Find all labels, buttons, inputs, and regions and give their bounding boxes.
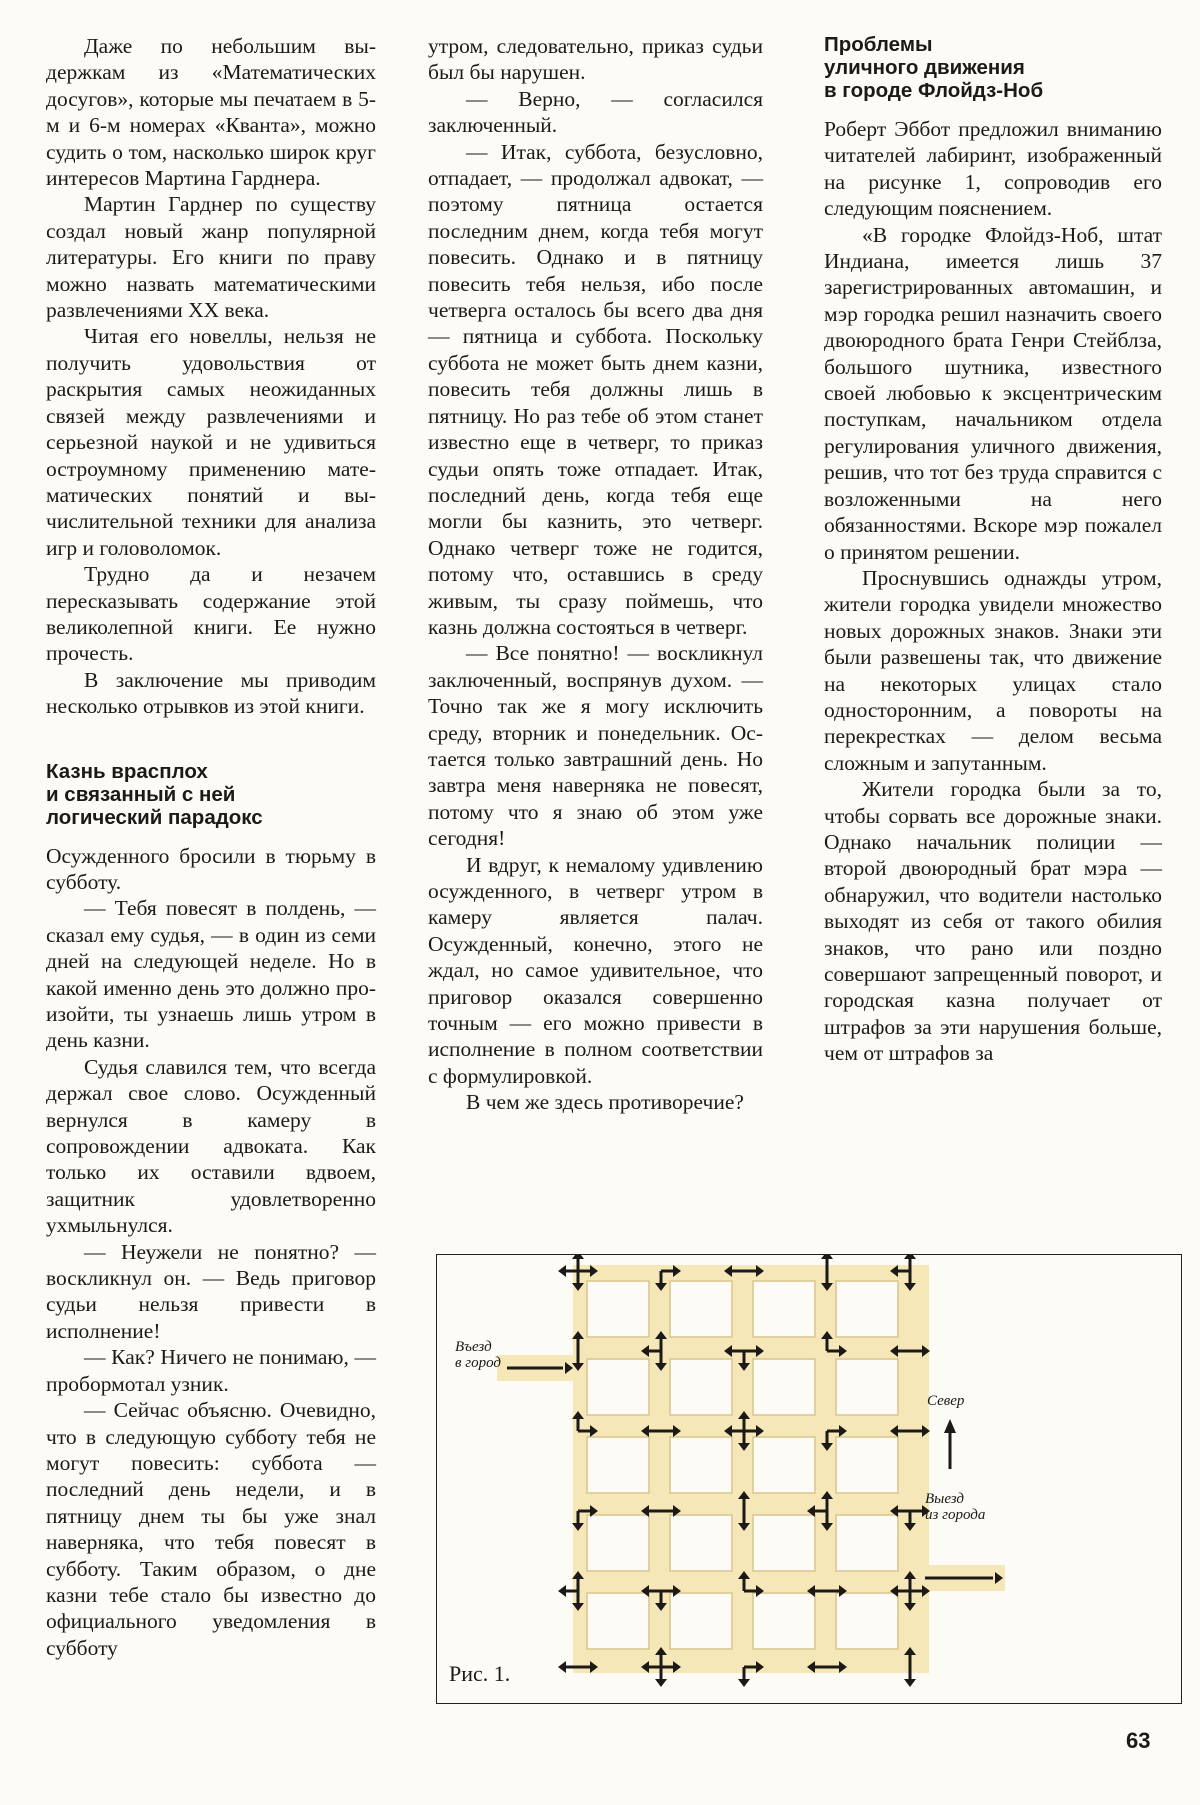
arrow-head (558, 1661, 566, 1673)
paragraph: — Как? Ничего не понимаю, — пробормотал узник. (46, 1345, 376, 1396)
north-arrow-icon (944, 1419, 956, 1469)
paragraph: — Все понятно! — воскликнул заключенный, воспрянув духом. — Точно так же я могу исключить среду, вторник и понедельник. Остается только завтрашний день. Но завтра меня наверняка не повесят, потому что я знаю об этом уже сегодня! (428, 641, 763, 851)
exit-label-line1: Выезд (925, 1491, 965, 1507)
paragraph: Мартин Гарднер по существу создал новый жанр популярной литературы. Его книги по праву можно назвать математическими развлечениями XX века. (46, 192, 376, 323)
paragraph: И вдруг, к немалому удивлению осужденного, в четверг утром в камеру является палач. Осужденный, конечно, этого не ждал, но самое удивительное, что приговор оказался совершенно точным — его можно привести в исполнение в полном соответствии с формулировкой. (428, 852, 763, 1088)
paragraph: Проснувшись однажды утром, жители городка увидели множество новых дорожных знаков. Знаки эти были развешены так, что движение на некоторых улицах стало односторонним, а повороты на перекрестках — делом весьма сложным и запутанным. (824, 565, 1162, 775)
arrow-head (572, 1255, 584, 1259)
paragraph: утром, следовательно, приказ судьи был бы нарушен. (428, 34, 763, 85)
heading-line: и связанный с ней (46, 782, 236, 806)
column-1 (46, 33, 376, 1661)
north-label: Север (927, 1393, 965, 1409)
heading-line: в городе Флойдз-Ноб (824, 79, 1044, 102)
paragraph: Даже по небольшим выдержкам из «Математических досугов», которые мы печатаем в 5-м и 6-м номерах «Кванта», можно судить о том, насколько широк круг интересов Мартина Гарднера. (46, 34, 376, 191)
arrow-head (558, 1585, 566, 1597)
column-2 (428, 33, 763, 1116)
heading-line: логический парадокс (46, 805, 263, 829)
arrow-head (904, 1255, 916, 1259)
arrow-head (821, 1255, 833, 1259)
arrow-head (904, 1679, 916, 1687)
page-number: 63 (1126, 1728, 1151, 1753)
entry-label-line2: в город (455, 1355, 502, 1371)
paragraph: Роберт Эббот предложил вниманию читателей лабиринт, изображенный на рисунке 1, сопроводив его следующим пояснением. (824, 117, 1162, 221)
maze-diagram (437, 1255, 1183, 1705)
paragraph: В чем же здесь противоречие? (466, 1090, 744, 1115)
maze-roads (497, 1265, 1005, 1673)
paragraph: «В городке Флойдз-Ноб, штат Индиана, имеется лишь 37 зарегистрированных автомашин, и мэр городка решил назначить своего двоюродного брата Генри Стейблза, большого шутника, известного своей любовью к эксцентрическим поступкам, начальником отдела регулирования уличного движения, решив, что тот без труда справится с возложенными на него обязанностями. Вскоре мэр пожалел о принятом решении. (824, 222, 1162, 564)
exit-label-line2: из города (925, 1507, 986, 1523)
heading-line: уличного движения (824, 56, 1025, 79)
paragraph: — Сейчас объясню. Очевидно, что в следующую субботу тебя не могут повесить: суббота — последний день недели, и в пятницу днем ты бы уже знал наверняка, что тебя повесят в субботу. Таким образом, о дне казни тебе стало бы известно до официального уведомления в субботу (46, 1398, 376, 1660)
paragraph: В заключение мы приводим несколько отрывков из этой книги. (46, 667, 376, 719)
paragraph: Судья славился тем, что всегда держал свое слово. Осужденный вернулся в камеру в сопровождении адвоката. Как только их оставили вдвоем, защитник удовлетворенно ухмыльнулся. (46, 1054, 376, 1238)
paragraph: — Тебя повесят в полдень, — сказал ему судья, — в один из семи дней на следующей неделе. Но в какой именно день это должно произойти, ты узнаешь лишь утром в день казни. (46, 896, 376, 1053)
figure-caption: Рис. 1. (449, 1661, 511, 1686)
maze-figure (436, 1254, 1182, 1704)
arrow-head (738, 1679, 750, 1687)
section-heading-traffic (824, 33, 1162, 102)
paragraph: Трудно да и незачем пересказывать содержание этой великолепной книги. Ее нужно прочесть. (46, 562, 376, 666)
column-3 (824, 33, 1162, 1067)
heading-line: Проблемы (824, 33, 933, 56)
paragraph: — Итак, суббота, безусловно, отпадает, — продолжал адвокат, — поэтому пятница остается последним днем, когда тебя могут повесить. Однако и в пятницу повесить тебя нельзя, ибо после четверга осталось бы всего два дня — пятница и суббота. Поскольку суббота не может быть днем казни, повесить тебя должны лишь в пятницу. Но раз тебе об этом станет известно еще в четверг, то приказ судьи опять тоже отпадает. Итак, последний день, когда тебя еще могли бы казнить, это четверг. Однако четверг тоже не годится, потому что, оставшись в среду живым, ты сразу поймешь, что казнь должна состояться в четверг. (428, 139, 763, 639)
arrow-head (558, 1265, 566, 1277)
paragraph: Жители городка были за то, чтобы сорвать все дорожные знаки. Однако начальник полиции — второй двоюродный брат мэра — обнаружил, что водители настолько выходят из себя от такого обилия знаков, что рано или поздно совершают запрещенный поворот, и городская казна получает от штрафов за эти нарушения больше, чем от штрафов за (824, 777, 1162, 1066)
paragraph: — Верно, — согласился заключенный. (428, 86, 763, 138)
paragraph: Читая его новеллы, нельзя не получить удовольствия от раскрытия самых неожиданных связей между развлечениями и серьезной наукой и не удивиться остроумному применению математических понятий и вычислительной техники для анализа игр и головоломок. (46, 324, 376, 560)
heading-line: Казнь врасплох (46, 759, 208, 783)
entry-label-line1: Въезд (455, 1339, 492, 1355)
paragraph: — Неужели не понятно? — воскликнул он. — Ведь приговор судьи нельзя привести в исполнение! (46, 1239, 376, 1343)
arrow-head (655, 1679, 667, 1687)
section-heading-execution (46, 760, 376, 829)
paragraph: Осужденного бросили в тюрьму в субботу. (46, 843, 376, 894)
